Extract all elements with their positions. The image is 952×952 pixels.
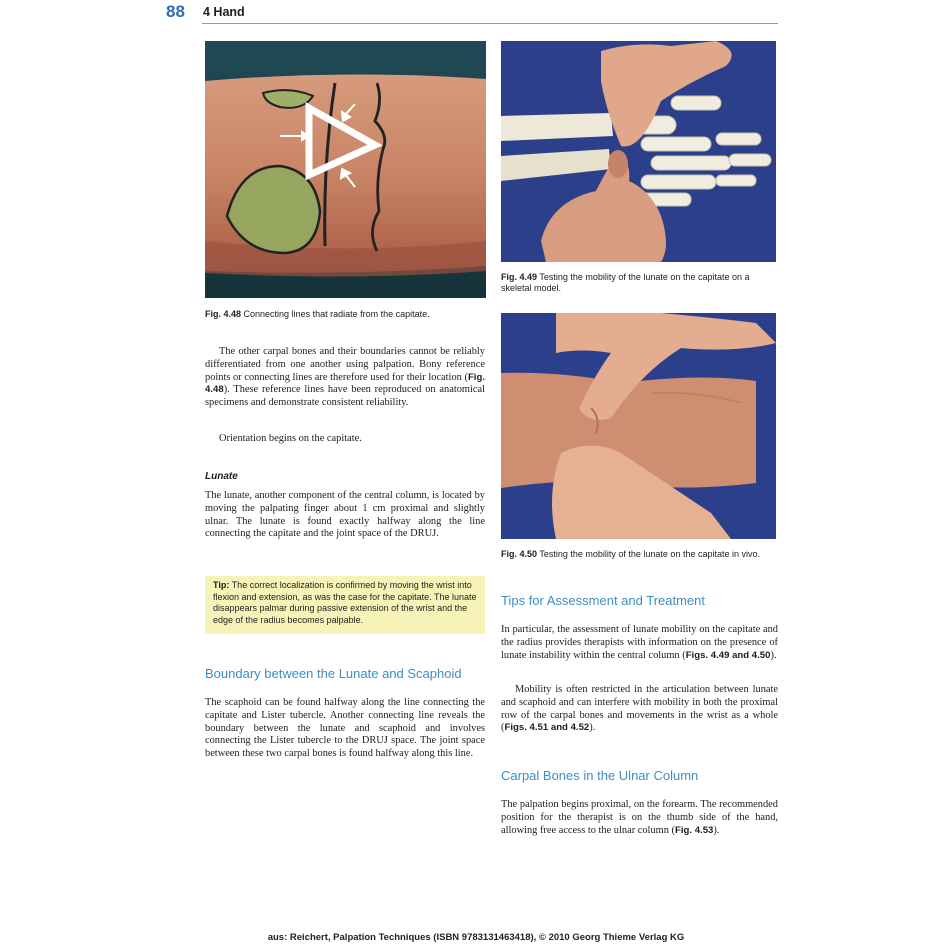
ulnar-paragraph: [501, 799, 778, 837]
lunate-paragraph: The lunate, another component of the central column, is located by moving the palpating finger about 1 cm proximal and slightly ulnar. The lunate is found exactly halfway along the line connecting the capitate and the joint space of the DRUJ.: [205, 490, 485, 540]
boundary-paragraph: The scaphoid can be found halfway along the line connecting the capitate and Lister tubercle. Another connecting line reveals the boundary between the lunate and scaphoid and involves connecting the Lister tubercle to the DRUJ space. The joint space between these two carpal bones is found halfway along this line.: [205, 697, 485, 760]
figure-4-49-caption: [501, 272, 779, 294]
figure-4-48-caption: [205, 309, 486, 320]
figure-reference: Fig. 4.48: [205, 371, 485, 396]
page-number: 88: [166, 2, 185, 21]
tip-label: Tip:: [213, 580, 230, 590]
intro-paragraph-2: Orientation begins on the capitate.: [219, 433, 362, 444]
figure-reference: Fig. 4.53: [674, 824, 714, 836]
chapter-title: 4 Hand: [203, 5, 245, 19]
tips-heading: Tips for Assessment and Treatment: [501, 593, 705, 608]
intro-text-end: ). These reference lines have been reproduced on anatomical specimens and demonstrate consistent reliability.: [205, 384, 485, 409]
lunate-subheading: Lunate: [205, 471, 238, 482]
running-header: [160, 0, 780, 26]
tip-text: The correct localization is confirmed by moving the wrist into flexion and extension, as was the case for the capitate. The lunate disappears palmar during passive extension of the wrist and the edge of the radius becomes palpable.: [213, 580, 477, 625]
header-rule: [202, 23, 778, 24]
figure-4-49-photo: [501, 41, 776, 262]
tips-paragraph-2: [501, 684, 778, 735]
tips-text: In particular, the assessment of lunate mobility on the capitate and the radius provides therapists with information on the presence of lunate instability within the central column (: [501, 624, 778, 661]
caption-text: Testing the mobility of the lunate on the capitate in vivo.: [539, 549, 760, 559]
intro-text: The other carpal bones and their boundaries cannot be reliably differentiated from one another using palpation. Bony reference points or connecting lines are therefore used for their location (: [205, 346, 485, 383]
caption-text: Testing the mobility of the lunate on the capitate on a skeletal model.: [501, 272, 750, 293]
figure-reference: Figs. 4.51 and 4.52: [504, 722, 590, 734]
tips-text-end: ).: [770, 649, 777, 661]
figure-reference: Figs. 4.49 and 4.50: [685, 649, 771, 661]
ulnar-heading: Carpal Bones in the Ulnar Column: [501, 768, 699, 783]
figure-number: Fig. 4.48: [205, 309, 242, 319]
intro-paragraph: [205, 346, 485, 410]
ulnar-text: The palpation begins proximal, on the forearm. The recommended position for the therapist is on the thumb side of the hand, allowing free access to the ulnar column (: [501, 799, 778, 836]
tip-box: [205, 576, 485, 634]
tips-text-2-end: ).: [589, 722, 596, 734]
source-footer: aus: Reichert, Palpation Techniques (ISBN 9783131463418), © 2010 Georg Thieme Verlag KG: [267, 932, 685, 943]
figure-4-50-photo: [501, 313, 776, 539]
figure-4-50-caption: [501, 549, 779, 560]
figure-4-48-photo: [205, 41, 486, 298]
tips-text-2: Mobility is often restricted in the articulation between lunate and scaphoid and can interfere with mobility in both the proximal row of the carpal bones and movements in the wrist as a whole (: [501, 684, 778, 734]
caption-text: Connecting lines that radiate from the capitate.: [243, 309, 430, 319]
ulnar-text-end: ).: [713, 824, 720, 836]
figure-number: Fig. 4.49: [501, 272, 538, 282]
figure-number: Fig. 4.50: [501, 549, 538, 559]
tips-paragraph-1: [501, 624, 778, 662]
boundary-heading: Boundary between the Lunate and Scaphoid: [205, 666, 462, 681]
